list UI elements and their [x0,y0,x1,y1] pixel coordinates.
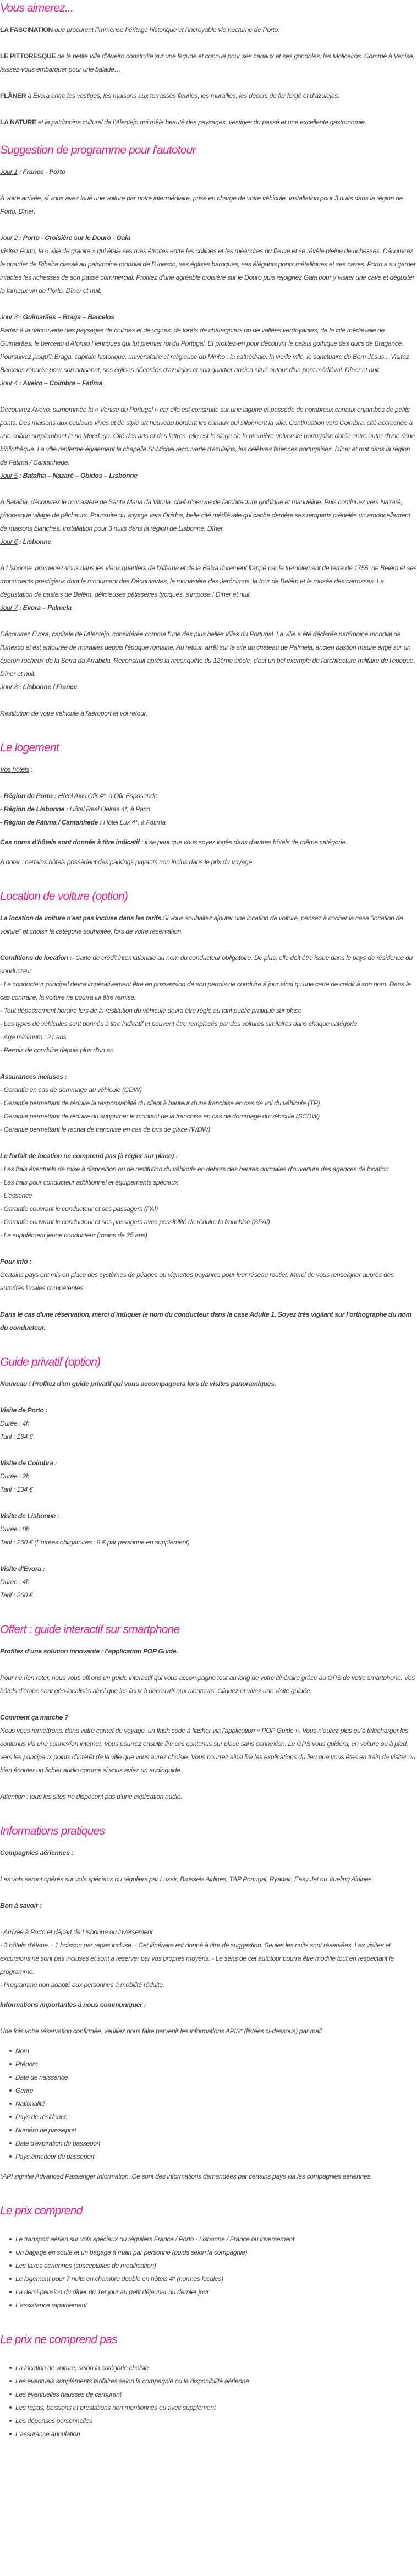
visit-tarif: Tarif : 134 € [0,1433,33,1440]
highlight-text: et le patrimoine culturel de l’Alentejo qui mêle beauté des paysages, vestiges du passé et une excellente gastronomie. [36,118,366,126]
day-heading [0,680,417,694]
day-description: À Lisbonne, promenez-vous dans les vieux quartiers de l'Alfama et de la Baixa durement frappé par le tremblement de terre de 1755, de Belém et ses monuments prestigieux dont le monument des Découvertes, le monastère des Jerónimos, la tour de Belém et le musée des carrosses. La dégustation de pastéis de Belém, délicieuses pâtisseries typiques, s'impose ! Dîner et nuit. [0,564,417,598]
day-description: Partez à la découverte des paysages de collines et de vignes, de forêts de châtaigniers ou de vallées verdoyantes, de la cité médiévale de Guimarães, le berceau d'Afonso Henriques qui fut premier roi du Portugal. Et profitez-en pour découvrir le palais gothique des ducs de Bragance. Poursuivez jusqu'à Braga, capitale historique, universitaire et religieuse du Minho : la cathédrale, la vieille ville, le sanctuaire du Bom Jésus... Visitez Barcelos réputée pour son artisanat, ses églises décorées d'azulejos et son quartier ancien situé autour d'un pont médiéval. Dîner et nuit. [0,326,409,374]
hotel-name: Hôtel Lux 4*, à Fàtima [101,818,166,826]
hotel-name: Hôtel Real Oeiras 4*, à Paco [68,805,150,813]
hotel-region: - Région de Lisbonne : [0,805,68,813]
visit-duree: Durée : 4h [0,1578,30,1586]
assurance-item: - Garantie permettant de réduire ou supprimer le montant de la franchise en cas de dommage du véhicule (SCDW) [0,1112,320,1120]
day-label: Jour 7 [0,604,18,612]
apis-item: Genre [15,2084,417,2097]
highlight-text: que procurent l’immense héritage historique et l’incroyable vie nocturne de Porto. [52,26,279,34]
visit-name: Visite d'Evora : [0,1565,45,1573]
section-title-vous-aimerez: Vous aimerez... [0,2,74,14]
day-title: : Aveiro – Coimbra – Fatima [17,379,103,387]
assurance-item: - Garantie permettant de réduire la responsabilité du client à hauteur d'une franchise en cas de vol du véhicule (TP) [0,1099,320,1107]
day-title: : Porto - Croisière sur le Douro - Gaia [17,234,130,242]
conditions-first [0,951,417,978]
apis-note: *API signifie Advanced Passenger Information. Ce sont des informations demandées par certains pays via les compagnies aériennes. [0,2173,372,2180]
forfait-item: - Le supplément jeune conducteur (moins de 25 ans) [0,1231,147,1239]
how-text: Nous vous remettrons, dans votre carnet de voyage, un flash code à flasher via l’application « POP Guide ». Vous n’aurez plus qu’à télécharger les contenus via une connexion internet. Vous pourrez ensuite lire ces contenus sur place sans connexion. Le GPS vous guidera, en voiture ou à pied, vers les principaux points d’intérêt de la ville que vous aurez choisie. Vous pourrez ainsi lire les explications du lieu que vous êtes en train de visiter ou bien écouter un fichier audio comme si vous aviez un audioguide. [0,1727,416,1774]
forfait-label: Le forfait de location ne comprend pas (à régler sur place) : [0,1152,178,1160]
ne-comprend-pas-item: L'assurance annulation [15,2427,417,2441]
apis-list [0,2044,417,2163]
guide-intro: Nouveau ! Profitez d'un guide privatif qui vous accompagnera lors de visites panoramiques. [0,1380,276,1388]
day-heading [0,310,417,324]
compagnies-text: Les vols seront opérés sur vols spéciaux ou réguliers par Luxair, Brussels Airlines, TAP Portugal, Ryanair, Easy Jet ou Vueling Airlines. [0,1875,374,1883]
highlight-lead: LA NATURE [0,118,36,126]
highlight-lead: FLÂNER [0,92,26,100]
comprend-item: Le logement pour 7 nuits en chambre double en hôtels 4* (normes locales) [15,2272,417,2285]
forfait-item: - L'essence [0,1192,32,1199]
info-text: Certains pays ont mis en place des systèmes de péages ou vignettes payantes pour leur réseau routier. Merci de vous renseigner auprès des autorités locales compétentes. [0,1271,394,1292]
section-prix-comprend [0,2203,417,2312]
day-label: Jour 1 [0,168,18,176]
visit-name: Visite de Lisbonne : [0,1512,59,1520]
section-logement [0,740,417,869]
section-location-voiture [0,888,417,1334]
conditions-label: Conditions de location : [0,954,72,962]
visit-duree: Durée : 2h [0,1472,30,1480]
condition-item: - Les types de véhicules sont donnés à titre indicatif et peuvent être remplacés par des voitures similaires dans chaque catégorie [0,1020,357,1028]
day-label: Jour 3 [0,313,18,321]
visit-name: Visite de Porto : [0,1406,48,1414]
apis-item: Numéro de passeport [15,2124,417,2137]
day-title: : Evora – Palmela [17,604,72,612]
visit-duree: Durée : 8h [0,1525,30,1533]
apis-item: Prénom [15,2057,417,2071]
parking-note [0,855,417,869]
comprend-item: Un bagage en soute et un bagage à main par personne (poids selon la compagnie) [15,2246,417,2259]
how-label: Comment ça marche ? [0,1713,69,1721]
apis-item: Pays émetteur du passeport [15,2150,417,2163]
hotels-label-text: Vos hôtels [0,766,29,773]
day-label: Jour 2 [0,234,18,242]
section-guide-privatif [0,1354,417,1602]
day-heading [0,601,417,614]
highlight-text: de la petite ville d’Aveiro construite sur une lagune et connue pour ses canaux et ses gondoles, les Moliceiros. Comme à Venise, laissez-vous embarquer pour une balade… [0,52,415,73]
day-description: Visitez Porto, la « ville de granite » qui étale ses rues étroites entre les collines et les méandres du fleuve et se révèle pleine de richesses. Découvrez le quartier de Ribeira classé au patrimoine mondial de l'Unesco, ses églises baroques, ses élégants ponts métalliques et ses caves. Porto a su garder intactes les richesses de son passé commercial. Profitez d'une agréable croisière sur le Douro puis rejoignez Gaia pour y visiter une cave et déguster le fameux vin de Porto. Dîner et nuit. [0,247,416,294]
apis-item: Nationalité [15,2097,417,2110]
condition-item: - Age minimum : 21 ans [0,1033,67,1041]
highlight-pittoresque [0,50,417,76]
comprend-item: Le transport aérien sur vols spéciaux ou réguliers France / Porto - Lisbonne / France ou inversement [15,2233,417,2246]
section-title-offert: Offert : guide interactif sur smartphone [0,1623,180,1636]
day-title: : Lisbonne [17,538,51,545]
section-title-logement: Le logement [0,741,59,754]
day-description: Découvrez Aveiro, surnommée la « Venise du Portugal » car elle est construite sur une lagune et possède de nombreux canaux enjambés de petits ponts. Des maisons aux couleurs vives et de style art nouveau bordent les canaux qui sillonnent la ville. Continuation vers Coimbra, cité accrochée à une colline surplombant le rio Mondego. Cité des arts et des lettres, elle est le siège de la première université portugaise dotée entre autre d'une riche bibliothèque. La ville renferme également la chapelle St-Michel recouverte d'azulejos, les célèbres faïences portugaises. Dîner et nuit dans la région de Fátima / Cantanhede. [0,406,415,466]
section-informations-pratiques [0,1823,417,2183]
highlight-lead: LA FASCINATION [0,26,53,34]
hotels-label-colon: : [29,766,33,773]
assurance-item: - Garantie en cas de dommage au véhicule (CDW) [0,1086,142,1094]
offert-intro: Profitez d’une solution innovante : l’application POP Guide. [0,1647,178,1655]
forfait-item: - Garantie couvrant le conducteur et ses passagers (PAI) [0,1205,158,1213]
day-description: À Batalha, découvrez le monastère de Santa Maria da Vitoria, chef-d'oeuvre de l'architecture gothique et manuéline. Puis continuez vers Nazaré, pittoresque village de pêcheurs. Poursuite du voyage vers Obidos, belle cité médiévale qui cache derrière ses remparts crénelés un amoncellement de maisons blanches. Installation pour 3 nuits dans la région de Lisbonne. Dîner. [0,498,410,532]
ne-comprend-pas-item: Les éventuels suppléments tarifaires selon la compagnie ou la disponibilité aérienne [15,2375,417,2388]
section-prix-ne-comprend-pas [0,2332,417,2441]
apis-item: Date de naissance [15,2071,417,2084]
compagnies-label: Compagnies aériennes : [0,1849,74,1857]
attention-note: Attention : tous les sites ne disposent pas d’une explication audio. [0,1793,183,1800]
visit-tarif: Tarif : 260 € [0,1591,33,1599]
hotels-label [0,763,417,776]
note-text: : certains hôtels possèdent des parkings payants non inclus dans le prix du voyage [20,858,252,866]
day-description: À votre arrivée, si vous avez loué une voiture par notre intermédiaire, prise en charge de votre véhicule. Installation pour 3 nuits dans la région de Porto. Dîner. [0,194,403,215]
reservation-note: Dans le cas d'une réservation, merci d'indiquer le nom du conducteur dans la case Adulte 1. Soyez très vigilant sur l’orthographe du nom du conducteur. [0,1311,412,1331]
indicatif-bold: Ces noms d'hôtels sont donnés à titre indicatif [0,838,140,846]
ne-comprend-pas-item: Les dépenses personnelles [15,2414,417,2427]
hotel-item [0,803,417,816]
day-title: : Guimarães – Braga – Barcelos [17,313,114,321]
condition-item: - Tout dépassement horaire lors de la restitution du véhicule devra être réglé au tarif public pratiqué sur place [0,1007,302,1014]
day-title: : Lisbonne / France [17,683,77,691]
location-intro-bold: La location de voiture n'est pas incluse dans les tarifs. [0,914,163,922]
highlight-text: à Évora entre les vestiges, les maisons aux terrasses fleuries, les murailles, les décors de fer forgé et d’azulejos. [26,92,340,100]
offert-text: Pour ne rien rater, nous vous offrons un guide interactif qui vous accompagne tout au long de votre itinéraire grâce au GPS de votre smartphone. Vos hôtels d’étape sont géo-localisés ainsi que les lieux à découvrir aux alentours. Cliquez et vivez une visite guidée. [0,1674,415,1695]
comprend-item: Les taxes aériennes (susceptibles de modification) [15,2259,417,2272]
assurance-item: - Garantie permettant le rachat de franchise en cas de bris de glace (WDW) [0,1126,210,1133]
day-label: Jour 5 [0,472,18,479]
highlight-nature [0,116,417,129]
ne-comprend-pas-item: Les éventuelles hausses de carburant [15,2388,417,2401]
indicatif-text: : il se peut que vous soyez logés dans d'autres hôtels de même catégorie. [139,838,347,846]
forfait-item: - Garantie couvrant le conducteur et ses passagers avec possibilité de réduire la franchise (SPAI) [0,1218,270,1226]
highlight-fascination [0,23,417,36]
location-intro [0,912,417,938]
section-vous-aimerez [0,0,417,129]
important-text: Une fois votre réservation confirmée, veuillez nous faire parvenir les informations APIS* (listées ci-dessous) par mail. [0,2027,323,2035]
hotel-region: - Région de Fátima / Cantanhede : [0,818,102,826]
section-title-ne-comprend-pas: Le prix ne comprend pas [0,2333,117,2346]
forfait-item: - Les frais pour conducteur additionnel et équipements spéciaux [0,1178,178,1186]
day-heading [0,376,417,390]
day-description: Découvrez Évora, capitale de l'Alentejo, considérée comme l'une des plus belles villes du Portugal. La ville a été déclarée patrimoine mondial de l'Unesco et est entourée de murailles depuis l'époque romaine. Au retour, arrêt sur le site du château de Palmela, ancien bastion maure érigé sur un éperon rocheux de la Serra da Arrabida. Reconstruit après la reconquête du 12ème siècle, c'est un bel exemple de l'architecture militaire de l'époque. Dîner et nuit. [0,630,415,678]
ne-comprend-pas-list [0,2361,417,2441]
visit-tarif: Tarif : 260 € (Entrées obligatoires : 8 € par personne en supplément) [0,1538,190,1546]
note-label: A noter [0,858,20,866]
day-heading [0,469,417,482]
comprend-item: La demi-pension du dîner du 1er jour au petit déjeuner du dernier jour [15,2285,417,2299]
highlight-lead: LE PITTORESQUE [0,52,56,60]
section-title-infos: Informations pratiques [0,1825,105,1837]
day-description: Restitution de votre véhicule à l'aéroport et vol retour. [0,710,147,717]
section-offert-guide [0,1622,417,1803]
bon-a-savoir-item: - Programme non adapté aux personnes à mobilité réduite. [0,1981,164,1989]
day-heading [0,535,417,548]
hotel-item [0,816,417,829]
location-intro-text: Si vous souhaitez ajouter une location de voiture, pensez à cocher la case "location de voiture" et choisir la catégorie souhaitée, lors de votre réservation. [0,914,403,935]
comprend-list [0,2233,417,2312]
comprend-item: L'assistance rapatriement [15,2299,417,2312]
condition-item: - Carte de crédit internationale au nom du conducteur obligatoire. De plus, elle doit être issue dans le pays de résidence du conducteur [0,954,413,975]
highlight-flaner [0,89,417,102]
hotels-indicatif-note [0,836,417,849]
day-label: Jour 4 [0,379,18,387]
assurances-label: Assurances incluses : [0,1073,67,1080]
day-heading [0,231,417,244]
apis-item: Pays de résidence [15,2110,417,2124]
bon-a-savoir-item: - 3 hôtels d'étape. - 1 boisson par repas incluse. - Cet itinéraire est donné à titre de suggestion. Seules les nuits sont réservées. Les visites et excursions ne sont pas incluses et sont à réserver par vos propres moyens. - Le sens de cet autotour pourra être modifié tout en respectant le programme. [0,1941,394,1975]
ne-comprend-pas-item: Les repas, boissons et prestations non mentionnés ou avec supplément [15,2401,417,2414]
apis-item: Date d'expiration du passeport [15,2137,417,2150]
info-label: Pour info : [0,1258,32,1265]
day-label: Jour 6 [0,538,18,545]
day-label: Jour 8 [0,683,18,691]
visit-name: Visite de Coimbra : [0,1459,57,1467]
forfait-item: - Les frais éventuels de mise à disposition ou de restitution du véhicule en dehors des heures normales d'ouverture des agences de location [0,1165,389,1173]
section-title-comprend: Le prix comprend [0,2204,83,2217]
section-programme [0,142,417,720]
bon-a-savoir-item: - Arrivée à Porto et départ de Lisbonne ou inversement. [0,1928,155,1936]
condition-item: - Le conducteur principal devra impérativement être en possession de son permis de conduire à jour ainsi qu'une carte de crédit à son nom. Dans le cas contraire, la voiture ne pourra lui être remise. [0,980,411,1001]
hotel-region: - Région de Porto : [0,792,57,800]
day-title: : France - Porto [17,168,66,176]
visit-tarif: Tarif : 134 € [0,1486,33,1493]
hotel-name: Hôtel Axis Ofir 4*, à Ofir Esposende [56,792,158,800]
day-heading [0,165,417,178]
important-label: Informations importantes à nous communiquer : [0,2001,146,2009]
bon-a-savoir-label: Bon à savoir : [0,1902,42,1909]
hotel-item [0,789,417,803]
apis-item: Nom [15,2044,417,2057]
day-title: : Batalha – Nazaré – Obidos – Lisbonne [17,472,138,479]
section-title-programme: Suggestion de programme pour l'autotour [0,144,196,156]
condition-item: - Permis de conduire depuis plus d'un an [0,1046,114,1054]
visit-duree: Durée : 4h [0,1420,30,1427]
ne-comprend-pas-item: La location de voiture, selon la catégorie choisie [15,2361,417,2375]
section-title-location: Location de voiture (option) [0,890,128,903]
section-title-guide: Guide privatif (option) [0,1356,101,1368]
